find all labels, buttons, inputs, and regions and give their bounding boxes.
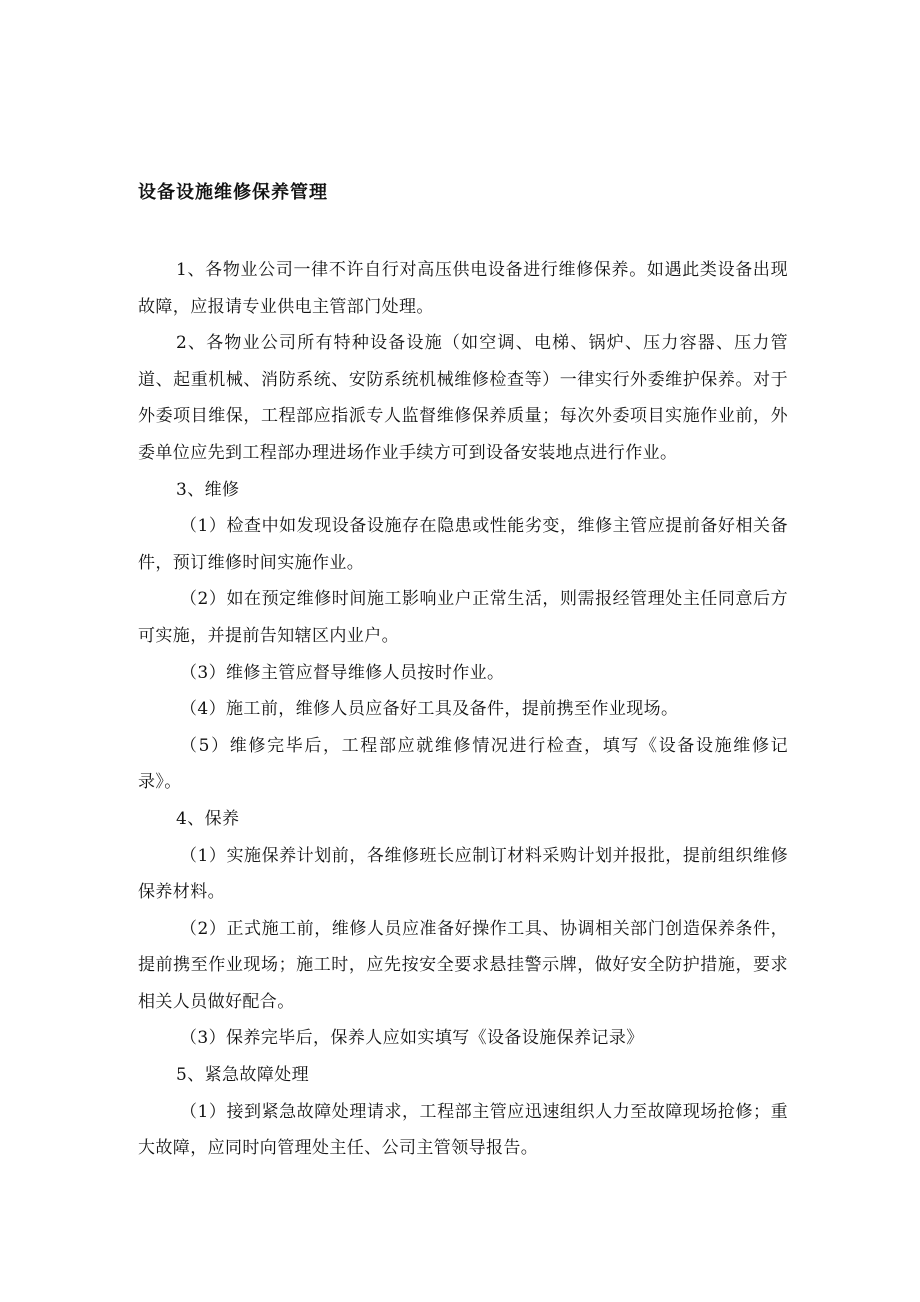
maintenance-item-1: （1）实施保养计划前，各维修班长应制订材料采购计划并报批，提前组织维修保养材料。 (138, 845, 788, 903)
repair-item-2: （2）如在预定维修时间施工影响业户正常生活，则需报经管理处主任同意后方可实施，并提前告知辖区内业户。 (138, 589, 788, 646)
document-title: 设备设施维修保养管理 (138, 182, 328, 203)
repair-item-3: （3）维修主管应督导维修人员按时作业。 (180, 662, 505, 683)
document-page (138, 178, 788, 1167)
section-heading-emergency: 5、紧急故障处理 (176, 1065, 310, 1086)
repair-item-4: （4）施工前，维修人员应备好工具及备件，提前携至作业现场。 (180, 699, 679, 720)
paragraph-2-special-equipment: 2、各物业公司所有特种设备设施（如空调、电梯、锅炉、压力容器、压力管道、起重机械、消防系统、安防系统机械维修检查等）一律实行外委维护保养。对于外委项目维保，工程部应指派专人监督维修保养质量；每次外委项目实施作业前，外委单位应先到工程部办理进场作业手续方可到设备安装地点进行作业。 (138, 333, 788, 463)
maintenance-item-2: （2）正式施工前，维修人员应准备好操作工具、协调相关部门创造保养条件，提前携至作业现场；施工时，应先按安全要求悬挂警示牌，做好安全防护措施，要求相关人员做好配合。 (138, 918, 788, 1012)
section-heading-repair: 3、维修 (176, 479, 240, 500)
repair-item-1: （1）检查中如发现设备设施存在隐患或性能劣变，维修主管应提前备好相关备件，预订维修时间实施作业。 (138, 516, 788, 573)
emergency-item-1: （1）接到紧急故障处理请求，工程部主管应迅速组织人力至故障现场抢修；重大故障，应同时向管理处主任、公司主管领导报告。 (138, 1101, 788, 1159)
paragraph-1-high-voltage: 1、各物业公司一律不许自行对高压供电设备进行维修保养。如遇此类设备出现故障，应报请专业供电主管部门处理。 (138, 260, 788, 317)
section-heading-maintenance: 4、保养 (176, 808, 240, 829)
maintenance-item-3: （3）保养完毕后，保养人应如实填写《设备设施保养记录》 (180, 1028, 644, 1049)
repair-item-5: （5）维修完毕后，工程部应就维修情况进行检查，填写《设备设施维修记录》。 (138, 735, 788, 793)
